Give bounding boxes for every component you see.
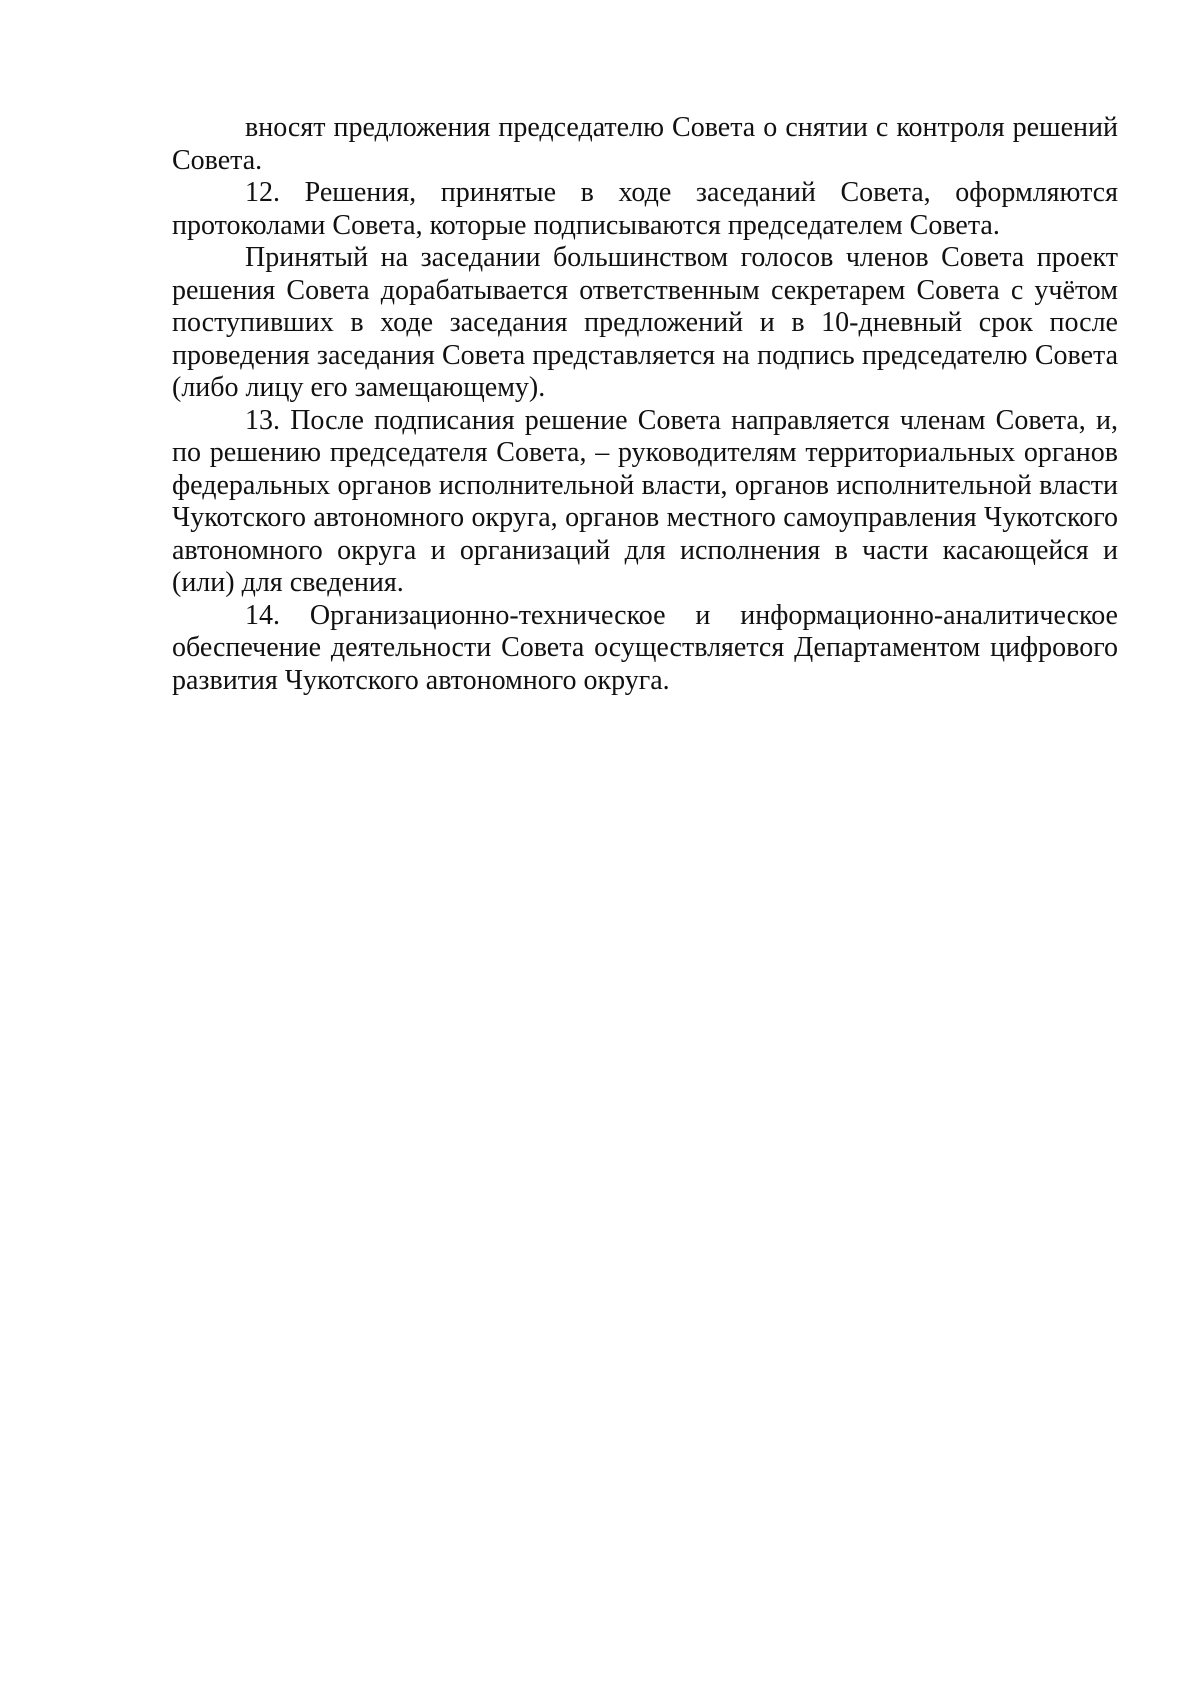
paragraph-continuation: вносят предложения председателю Совета о снятии с контроля решений Совета. bbox=[172, 112, 1118, 176]
paragraph-12-continued: Принятый на заседании большинством голосов членов Совета проект решения Совета дорабатывается ответственным секретарем Совета с учётом поступивших в ходе заседания предложений и в 10-дневный срок после проведения заседания Совета представляется на подпись председателю Совета (либо лицу его замещающему). bbox=[172, 242, 1118, 403]
paragraph-13: 13. После подписания решение Совета направляется членам Совета, и, по решению председателя Совета, – руководителям территориальных органов федеральных органов исполнительной власти, органов исполнительной власти Чукотского автономного округа, органов местного самоуправления Чукотского автономного округа и организаций для исполнения в части касающейся и (или) для сведения. bbox=[172, 404, 1118, 598]
document-body bbox=[172, 112, 1118, 697]
paragraph-12: 12. Решения, принятые в ходе заседаний Совета, оформляются протоколами Совета, которые подписываются председателем Совета. bbox=[172, 177, 1118, 241]
paragraph-14: 14. Организационно-техническое и информационно-аналитическое обеспечение деятельности Совета осуществляется Департаментом цифрового развития Чукотского автономного округа. bbox=[172, 599, 1118, 696]
